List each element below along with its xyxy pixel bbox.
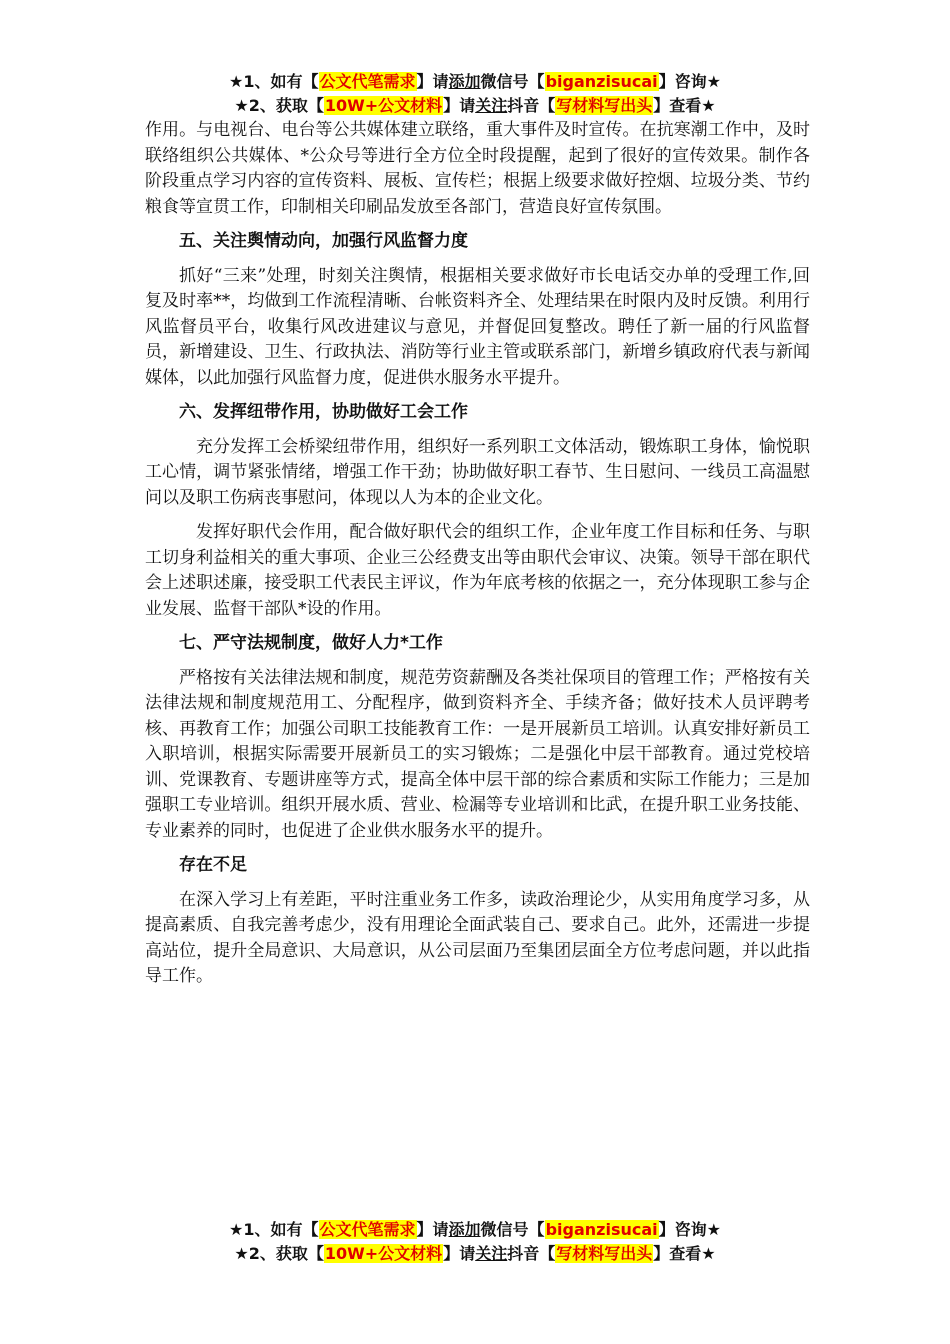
banner-highlight: 写材料写出头 (556, 96, 653, 115)
banner-underline: 添加 (448, 1220, 481, 1239)
banner-highlight: 写材料写出头 (556, 1244, 653, 1263)
banner-highlight: 10W+公文材料 (324, 96, 443, 115)
banner-underline: 关注 (475, 1244, 508, 1263)
banner-text: ★2、获取【 (234, 1244, 324, 1263)
banner-highlight: biganzisucai (545, 72, 658, 91)
section-heading-5: 五、关注舆情动向，加强行风监督力度 (179, 231, 468, 251)
banner-line-1 (0, 1218, 950, 1242)
banner-text: 抖音【 (507, 96, 556, 115)
paragraph-continued: 作用。与电视台、电台等公共媒体建立联络，重大事件及时宣传。在抗寒潮工作中，及时联络组织公共媒体、*公众号等进行全方位全时段提醒，起到了很好的宣传效果。制作各阶段重点学习内容的宣传资料、展板、宣传栏；根据上级要求做好控烟、垃圾分类、节约粮食等宣贯工作，印制相关印刷品发放至各部门，营造良好宣传氛围。 (145, 120, 810, 217)
banner-highlight: biganzisucai (545, 1220, 658, 1239)
banner-line-2 (0, 1242, 950, 1266)
banner-text: ★1、如有【 (229, 1220, 319, 1239)
banner-text: 】请 (416, 72, 449, 91)
section-heading-7: 七、严守法规制度，做好人力*工作 (179, 633, 443, 653)
banner-text: 】请 (443, 1244, 476, 1263)
header-banner (0, 70, 950, 118)
banner-underline: 添加 (448, 72, 481, 91)
banner-underline: 关注 (475, 96, 508, 115)
banner-text: ★1、如有【 (229, 72, 319, 91)
banner-text: 】咨询★ (658, 1220, 721, 1239)
banner-text: 】查看★ (653, 96, 716, 115)
paragraph-section-7: 严格按有关法律法规和制度，规范劳资薪酬及各类社保项目的管理工作；严格按有关法律法规和制度规范用工、分配程序，做到资料齐全、手续齐备；做好技术人员评聘考核、再教育工作；加强公司职工技能教育工作：一是开展新员工培训。认真安排好新员工入职培训，根据实际需要开展新员工的实习锻炼；二是强化中层干部教育。通过党校培训、党课教育、专题讲座等方式，提高全体中层干部的综合素质和实际工作能力；三是加强职工专业培训。组织开展水质、营业、检漏等专业培训和比武，在提升职工业务技能、专业素养的同时，也促进了企业供水服务水平的提升。 (145, 667, 810, 841)
paragraph-section-6b: 发挥好职代会作用，配合做好职代会的组织工作，企业年度工作目标和任务、与职工切身利益相关的重大事项、企业三公经费支出等由职代会审议、决策。领导干部在职代会上述职述廉，接受职工代表民主评议，作为年底考核的依据之一，充分体现职工参与企业发展、监督干部队*设的作用。 (145, 522, 810, 619)
document-body (145, 118, 810, 990)
paragraph-section-5: 抓好“三来”处理，时刻关注舆情，根据相关要求做好市长电话交办单的受理工作,回复及时率**，均做到工作流程清晰、台帐资料齐全、处理结果在时限内及时反馈。利用行风监督员平台，收集行风改进建议与意见，并督促回复整改。聘任了新一届的行风监督员，新增建设、卫生、行政执法、消防等行业主管或联系部门，新增乡镇政府代表与新闻媒体，以此加强行风监督力度，促进供水服务水平提升。 (145, 265, 810, 388)
paragraph-section-6a: 充分发挥工会桥梁纽带作用，组织好一系列职工文体活动，锻炼职工身体，愉悦职工心情，调节紧张情绪，增强工作干劲；协助做好职工春节、生日慰问、一线员工高温慰问以及职工伤病丧事慰问，体现以人为本的企业文化。 (145, 436, 810, 508)
banner-text: 】咨询★ (658, 72, 721, 91)
banner-line-2 (0, 94, 950, 118)
section-heading-shortcomings: 存在不足 (179, 855, 247, 875)
section-heading-6: 六、发挥纽带作用，协助做好工会工作 (179, 402, 468, 422)
banner-highlight: 公文代笔需求 (319, 72, 416, 91)
banner-text: 抖音【 (507, 1244, 556, 1263)
footer-banner (0, 1218, 950, 1266)
banner-line-1 (0, 70, 950, 94)
banner-text: 微信号【 (480, 1220, 545, 1239)
banner-highlight: 公文代笔需求 (319, 1220, 416, 1239)
paragraph-shortcomings: 在深入学习上有差距，平时注重业务工作多，读政治理论少，从实用角度学习多，从提高素质、自我完善考虑少，没有用理论全面武装自己、要求自己。此外，还需进一步提高站位，提升全局意识、大局意识，从公司层面乃至集团层面全方位考虑问题，并以此指导工作。 (145, 889, 810, 986)
banner-text: 】查看★ (653, 1244, 716, 1263)
banner-text: 】请 (443, 96, 476, 115)
banner-text: 微信号【 (480, 72, 545, 91)
banner-highlight: 10W+公文材料 (324, 1244, 443, 1263)
banner-text: 】请 (416, 1220, 449, 1239)
banner-text: ★2、获取【 (234, 96, 324, 115)
